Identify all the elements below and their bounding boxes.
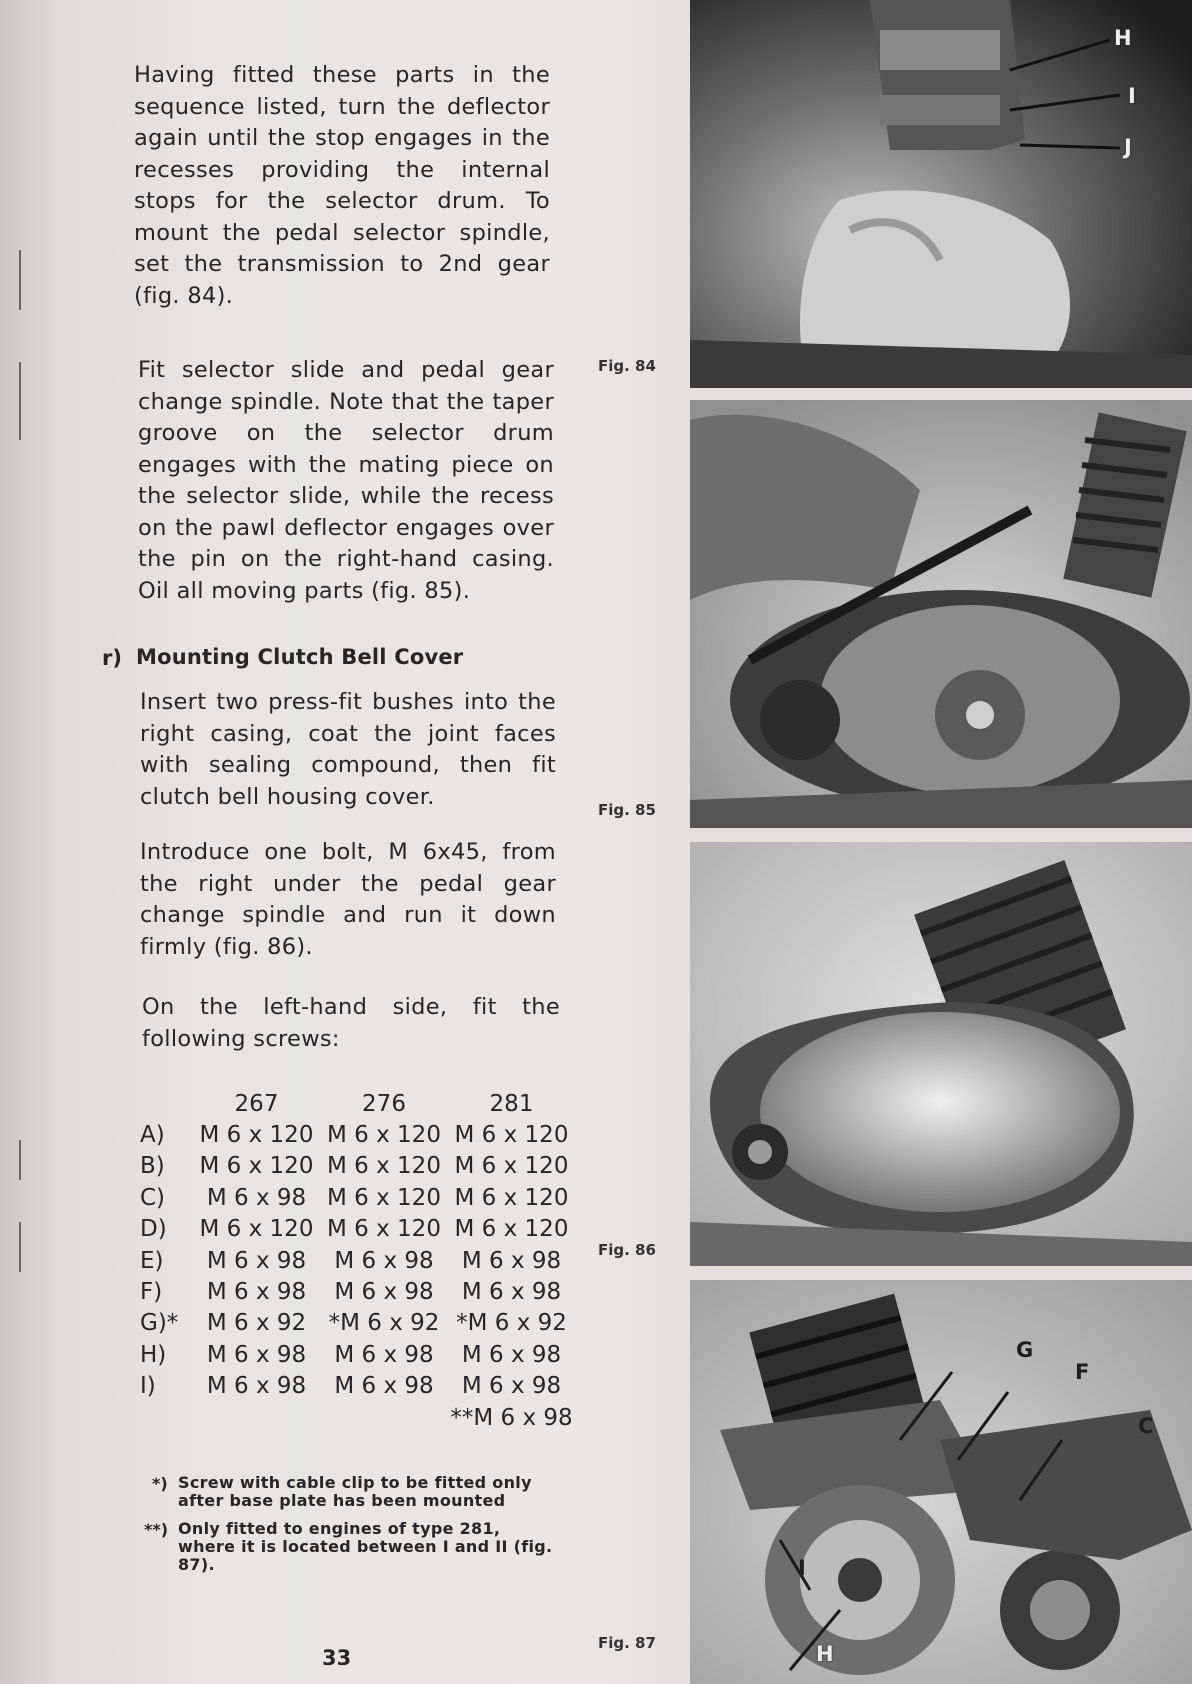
table-row [140,1371,574,1402]
footnote-2: Only fitted to engines of type 281, where it is located between I and II (fig. 87). [178,1519,553,1574]
cell-267: M 6 x 98 [206,1341,307,1368]
paragraph-selector-slide: Fit selector slide and pedal gear change spindle. Note that the taper groove on the selector drum engages with the mating piece on the selector slide, while the recess on the pawl deflector engages over the pin on the right-hand casing. Oil all moving parts (fig. 85). [138,357,554,604]
cell-276: M 6 x 98 [334,1279,434,1306]
callout-h-fig87: H [816,1642,834,1666]
figure-84-photo [690,0,1192,388]
figure-label-85: Fig. 85 [598,801,656,819]
table-row [140,1119,574,1150]
callout-g: G [1016,1338,1034,1362]
cell-281-extra: **M 6 x 98 [450,1404,573,1431]
section-heading: Mounting Clutch Bell Cover [136,645,464,669]
paragraph-left-hand-screws: On the left-hand side, fit the following screws: [142,994,560,1052]
section-letter: r) [102,646,122,670]
figure-87-illustration [690,1280,1192,1684]
callout-j: J [1124,135,1132,159]
figure-86-illustration [690,842,1192,1266]
row-key: H) [140,1341,167,1368]
cell-281: M 6 x 120 [454,1153,569,1180]
cell-276: *M 6 x 92 [328,1310,440,1337]
cell-267: M 6 x 120 [199,1122,314,1149]
cell-267: M 6 x 120 [199,1216,314,1243]
table-header-row [140,1088,574,1119]
cell-276: M 6 x 98 [334,1247,434,1274]
cell-267: M 6 x 98 [206,1373,307,1400]
figure-label-86: Fig. 86 [598,1241,656,1259]
figure-label-87: Fig. 87 [598,1634,656,1652]
margin-mark [19,362,21,440]
margin-mark [19,1222,21,1272]
table-row [140,1151,574,1182]
cell-276: M 6 x 98 [334,1373,434,1400]
footnote-mark-1: *) [152,1474,168,1493]
table-row [140,1245,574,1276]
footnote-mark-2: **) [144,1520,169,1539]
row-key: C) [140,1184,166,1211]
cell-281: M 6 x 98 [461,1341,562,1368]
screw-table [140,1088,574,1433]
figure-label-84: Fig. 84 [598,357,656,375]
cell-276: M 6 x 120 [327,1153,441,1180]
column-header-267: 267 [234,1090,279,1117]
table-row [140,1402,574,1433]
callout-c: C [1138,1414,1154,1438]
table-row [140,1308,574,1339]
figure-84-illustration [690,0,1192,388]
column-header-281: 281 [489,1090,534,1117]
table-row [140,1276,574,1307]
row-key: A) [140,1122,165,1149]
cell-281: M 6 x 98 [461,1373,562,1400]
row-key: F) [140,1279,163,1306]
figure-85-illustration [690,400,1192,828]
cell-267: M 6 x 92 [206,1310,307,1337]
table-row [140,1214,574,1245]
callout-i: I [1128,84,1136,108]
row-key: D) [140,1216,167,1243]
callout-f: F [1075,1360,1090,1384]
cell-267: M 6 x 98 [206,1247,307,1274]
cell-276: M 6 x 120 [327,1122,441,1149]
cell-281: M 6 x 120 [454,1184,569,1211]
margin-mark [19,1140,21,1180]
figure-87-photo [690,1280,1192,1684]
cell-267: M 6 x 98 [206,1279,307,1306]
row-key: G)* [140,1310,179,1337]
paragraph-deflector: Having fitted these parts in the sequence listed, turn the deflector again until the stop engages in the recesses providing the internal stops for the selector drum. To mount the pedal selector spindle, set the transmission to 2nd gear (fig. 84). [134,62,550,309]
cell-276: M 6 x 120 [327,1216,441,1243]
callout-h: H [1114,26,1132,50]
cell-267: M 6 x 98 [206,1184,307,1211]
row-key: E) [140,1247,164,1274]
figure-85-photo [690,400,1192,828]
cell-276: M 6 x 120 [327,1184,441,1211]
cell-281: M 6 x 98 [461,1247,562,1274]
cell-281: M 6 x 120 [454,1122,569,1149]
table-row [140,1182,574,1213]
cell-281: M 6 x 98 [461,1279,562,1306]
row-key: B) [140,1153,165,1180]
figure-86-photo [690,842,1192,1266]
paragraph-bushes: Insert two press-fit bushes into the right casing, coat the joint faces with sealing compound, then fit clutch bell housing cover. [140,689,556,810]
paragraph-bolt: Introduce one bolt, M 6x45, from the right under the pedal gear change spindle and run it down firmly (fig. 86). [140,839,556,960]
row-key: I) [140,1373,156,1400]
callout-i-fig87: I [798,1556,806,1580]
margin-mark [19,250,21,310]
page-number: 33 [322,1646,352,1670]
cell-267: M 6 x 120 [199,1153,314,1180]
cell-281: M 6 x 120 [454,1216,569,1243]
column-header-276: 276 [362,1090,406,1117]
cell-276: M 6 x 98 [334,1341,434,1368]
cell-281: *M 6 x 92 [456,1310,567,1337]
table-row [140,1339,574,1370]
footnote-1: Screw with cable clip to be fitted only after base plate has been mounted [178,1473,532,1510]
